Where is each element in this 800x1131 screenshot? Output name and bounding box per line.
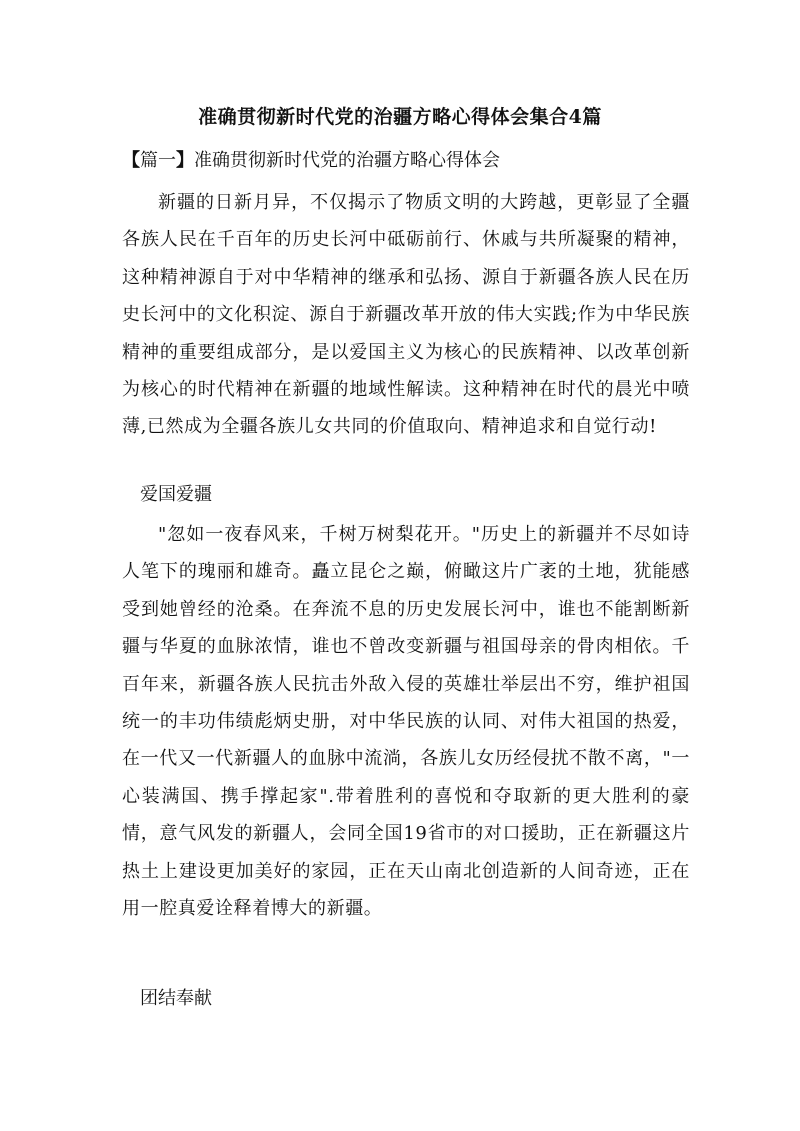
paragraph-patriotism: "忽如一夜春风来，千树万树梨花开。"历史上的新疆并不尽如诗人笔下的瑰丽和雄奇。矗立昆仑之巅，俯瞰这片广袤的土地，犹能感受到她曾经的沧桑。在奔流不息的历史发展长河中，谁也不能割断新疆与华夏的血脉浓情，谁也不曾改变新疆与祖国母亲的骨肉相依。千百年来，新疆各族人民抗击外敌入侵的英雄壮举层出不穷，维护祖国统一的丰功伟绩彪炳史册，对中华民族的认同、对伟大祖国的热爱，在一代又一代新疆人的血脉中流淌，各族儿女历经侵扰不散不离，"一心装满国、携手撑起家".带着胜利的喜悦和夺取新的更大胜利的豪情，意气风发的新疆人，会同全国19省市的对口援助，正在新疆这片热土上建设更加美好的家园，正在天山南北创造新的人间奇迹，正在用一腔真爱诠释着博大的新疆。 (122, 524, 690, 920)
section-heading (122, 147, 500, 175)
section-bracket-close: 】 (176, 150, 194, 171)
subheading-patriotism: 爱国爱疆 (140, 484, 212, 505)
section-label: 篇一 (140, 150, 176, 171)
document-title: 准确贯彻新时代党的治疆方略心得体会集合4篇 (198, 106, 602, 128)
section-bracket-open: 【 (122, 150, 140, 171)
section-heading-text: 准确贯彻新时代党的治疆方略心得体会 (194, 150, 500, 171)
paragraph-intro: 新疆的日新月异，不仅揭示了物质文明的大跨越，更彰显了全疆各族人民在千百年的历史长河中砥砺前行、休戚与共所凝聚的精神，这种精神源自于对中华精神的继承和弘扬、源自于新疆各族人民在历史长河中的文化积淀、源自于新疆改革开放的伟大实践;作为中华民族精神的重要组成部分，是以爱国主义为核心的民族精神、以改革创新为核心的时代精神在新疆的地域性解读。这种精神在时代的晨光中喷薄,已然成为全疆各族儿女共同的价值取向、精神追求和自觉行动! (122, 192, 690, 438)
subheading-unity: 团结奉献 (140, 988, 212, 1009)
